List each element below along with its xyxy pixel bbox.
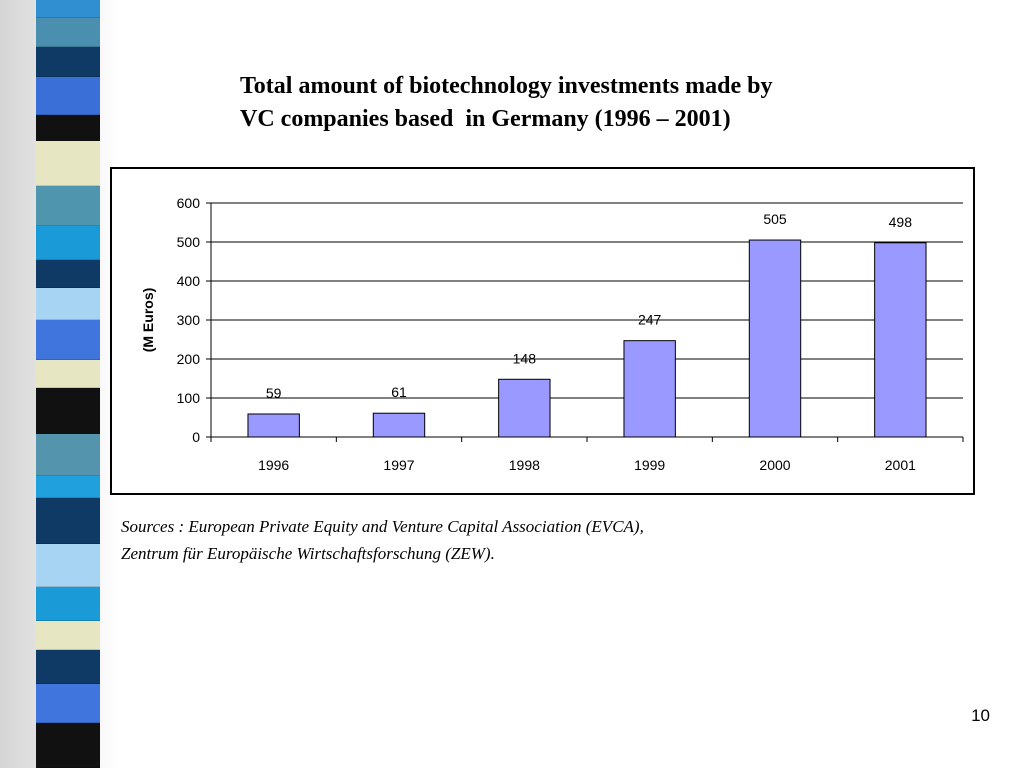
stripe xyxy=(36,141,100,187)
bar xyxy=(248,414,299,437)
slide-title-line-1: Total amount of biotechnology investments made by xyxy=(240,73,773,99)
bar xyxy=(373,413,424,437)
sources-line-2: Zentrum für Europäische Wirtschaftsforschung (ZEW). xyxy=(121,544,495,563)
stripe xyxy=(36,544,100,588)
stripe xyxy=(36,621,100,649)
x-tick-label: 1998 xyxy=(508,457,540,473)
y-tick-label: 200 xyxy=(176,351,200,367)
bar xyxy=(624,341,675,437)
stripe xyxy=(36,47,100,77)
y-tick-label: 100 xyxy=(176,390,200,406)
bar xyxy=(875,243,926,437)
x-tick-label: 1996 xyxy=(258,457,290,473)
slide-title-line-2: VC companies based in Germany (1996 – 2001) xyxy=(240,106,731,132)
stripe xyxy=(36,650,100,684)
stripe xyxy=(36,288,100,320)
x-tick-label: 1999 xyxy=(634,457,666,473)
stripe xyxy=(36,723,100,768)
x-tick-label: 2001 xyxy=(884,457,916,473)
sources-note xyxy=(121,513,981,567)
sources-line-1: Sources : European Private Equity and Venture Capital Association (EVCA), xyxy=(121,517,644,536)
stripe xyxy=(36,434,100,476)
y-tick-label: 0 xyxy=(192,429,200,445)
bar xyxy=(749,240,800,437)
bar-chart xyxy=(112,169,973,493)
stripe xyxy=(36,115,100,141)
y-axis-label: (M Euros) xyxy=(140,287,156,353)
data-label: 505 xyxy=(763,211,787,228)
bar xyxy=(499,379,550,437)
stripe xyxy=(36,0,100,18)
stripe xyxy=(36,388,100,434)
y-tick-label: 600 xyxy=(176,195,200,211)
chart-frame xyxy=(110,167,975,495)
stripe xyxy=(36,684,100,724)
stripe xyxy=(36,226,100,260)
y-tick-label: 500 xyxy=(176,234,200,250)
data-label: 247 xyxy=(637,311,662,328)
stripe xyxy=(36,360,100,388)
stripe xyxy=(36,320,100,360)
data-label: 59 xyxy=(265,384,282,401)
y-tick-label: 400 xyxy=(176,273,200,289)
stripe xyxy=(36,77,100,115)
stripe xyxy=(36,186,100,226)
page-number: 10 xyxy=(971,706,990,725)
stripe xyxy=(36,498,100,544)
slide-title xyxy=(240,70,940,136)
stripe xyxy=(36,587,100,621)
y-tick-label: 300 xyxy=(176,312,200,328)
x-tick-label: 1997 xyxy=(383,457,415,473)
stripe xyxy=(36,260,100,288)
stripe xyxy=(36,476,100,498)
x-tick-label: 2000 xyxy=(759,457,791,473)
decorative-stripe-bar xyxy=(36,0,100,768)
data-label: 498 xyxy=(888,213,913,230)
stripe xyxy=(36,18,100,46)
data-label: 61 xyxy=(391,384,407,401)
data-label: 148 xyxy=(512,350,537,367)
